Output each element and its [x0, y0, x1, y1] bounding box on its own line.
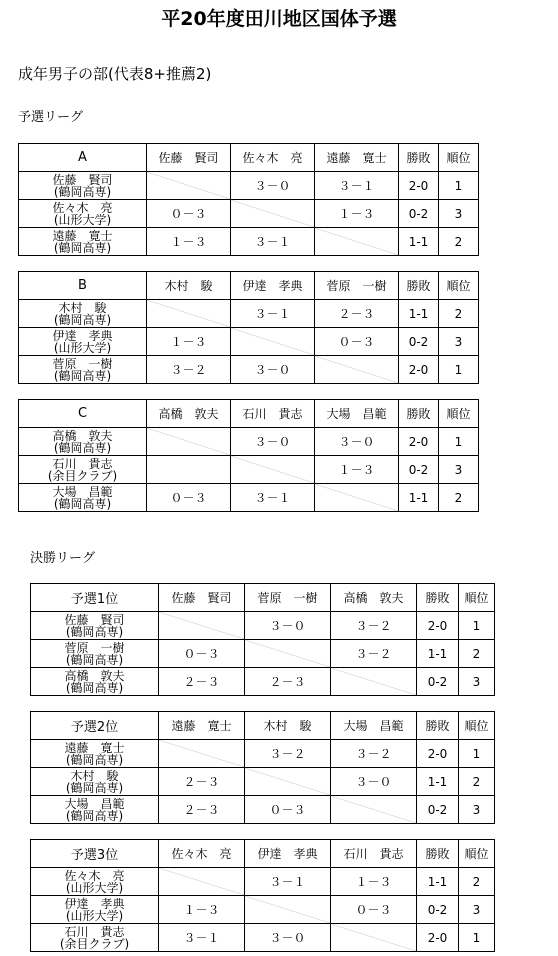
page-title: 平20年度田川地区国体予選: [161, 8, 397, 30]
table-row: [19, 456, 479, 484]
win-loss-record: 1-1: [399, 484, 439, 512]
column-player-name: 木村 駿: [147, 272, 231, 300]
rank-value: 1: [459, 612, 495, 640]
match-score: ３－１: [245, 868, 331, 896]
column-rank: 順位: [459, 712, 495, 740]
column-player-name: 石川 貴志: [231, 400, 315, 428]
diagonal-cell: [315, 484, 399, 512]
match-score: ３－１: [231, 228, 315, 256]
diagonal-cell: [231, 200, 315, 228]
diagonal-cell: [315, 356, 399, 384]
match-score: ３－０: [315, 428, 399, 456]
diagonal-cell: [245, 768, 331, 796]
player-affiliation: (鶴岡高専): [65, 624, 124, 639]
diagonal-cell: [231, 456, 315, 484]
player-name: 菅原 一樹: [52, 356, 113, 371]
player-cell: [31, 796, 159, 824]
player-name: 佐藤 賢司: [52, 172, 113, 187]
player-name: 伊達 孝典: [64, 896, 125, 911]
match-score: ３－１: [231, 300, 315, 328]
table-row: [31, 768, 495, 796]
player-affiliation: (余目クラブ): [47, 468, 118, 483]
player-cell: [19, 328, 147, 356]
table-row: [19, 328, 479, 356]
win-loss-record: 2-0: [417, 740, 459, 768]
player-cell: [31, 668, 159, 696]
prelim-heading: 予選リーグ: [18, 110, 84, 125]
player-affiliation: (山形大学): [65, 880, 124, 895]
match-score: ０－３: [315, 328, 399, 356]
diagonal-cell: [159, 740, 245, 768]
column-win-loss: 勝敗: [399, 144, 439, 172]
player-name: 大場 昌範: [52, 484, 113, 499]
player-affiliation: (鶴岡高専): [65, 652, 124, 667]
diagonal-cell: [245, 896, 331, 924]
column-player-name: 遠藤 寛士: [315, 144, 399, 172]
diagonal-cell: [231, 328, 315, 356]
match-score: ３－０: [245, 924, 331, 952]
rank-value: 1: [459, 924, 495, 952]
match-score: ３－０: [331, 768, 417, 796]
player-cell: [19, 200, 147, 228]
column-win-loss: 勝敗: [399, 272, 439, 300]
rank-value: 3: [459, 896, 495, 924]
column-player-name: 高橋 敦夫: [331, 584, 417, 612]
prelim-league-table-3: [18, 399, 479, 512]
column-player-name: 伊達 孝典: [245, 840, 331, 868]
match-score: ３－０: [231, 428, 315, 456]
player-cell: [19, 300, 147, 328]
table-row: [31, 868, 495, 896]
win-loss-record: 0-2: [399, 200, 439, 228]
match-score: ３－１: [159, 924, 245, 952]
column-player-name: 佐々木 亮: [231, 144, 315, 172]
player-name: 高橋 敦夫: [64, 668, 125, 683]
win-loss-record: 0-2: [417, 896, 459, 924]
match-score: ０－３: [147, 200, 231, 228]
win-loss-record: 1-1: [417, 768, 459, 796]
match-score: １－３: [147, 328, 231, 356]
rank-value: 2: [439, 484, 479, 512]
player-affiliation: (鶴岡高専): [53, 184, 112, 199]
column-player-name: 菅原 一樹: [245, 584, 331, 612]
player-affiliation: (鶴岡高専): [53, 496, 112, 511]
diagonal-cell: [159, 868, 245, 896]
player-name: 佐々木 亮: [52, 200, 113, 215]
diagonal-cell: [315, 228, 399, 256]
match-score: ２－３: [159, 668, 245, 696]
column-win-loss: 勝敗: [417, 584, 459, 612]
column-player-name: 木村 駿: [245, 712, 331, 740]
player-cell: [31, 768, 159, 796]
match-score: １－３: [331, 868, 417, 896]
division-title: 成年男子の部(代表8+推薦2): [18, 65, 212, 83]
player-name: 遠藤 寛士: [64, 740, 125, 755]
rank-value: 1: [439, 356, 479, 384]
win-loss-record: 2-0: [399, 428, 439, 456]
player-name: 木村 駿: [58, 300, 107, 315]
match-score: ３－２: [331, 640, 417, 668]
player-affiliation: (鶴岡高専): [65, 680, 124, 695]
diagonal-cell: [331, 668, 417, 696]
diagonal-cell: [147, 172, 231, 200]
player-cell: [19, 484, 147, 512]
table-row: [31, 740, 495, 768]
player-cell: [19, 356, 147, 384]
player-name: 石川 貴志: [64, 924, 125, 939]
win-loss-record: 1-1: [417, 868, 459, 896]
column-rank: 順位: [459, 584, 495, 612]
match-score: １－３: [159, 896, 245, 924]
group-label: 予選2位: [31, 712, 159, 740]
diagonal-cell: [159, 612, 245, 640]
column-player-name: 石川 貴志: [331, 840, 417, 868]
win-loss-record: 2-0: [399, 356, 439, 384]
player-cell: [19, 456, 147, 484]
table-row: [31, 896, 495, 924]
group-label: A: [19, 144, 147, 172]
player-cell: [19, 228, 147, 256]
match-score: ０－３: [147, 484, 231, 512]
group-label: B: [19, 272, 147, 300]
player-affiliation: (鶴岡高専): [53, 240, 112, 255]
match-score: １－３: [147, 228, 231, 256]
win-loss-record: 1-1: [399, 228, 439, 256]
match-score: ２－３: [159, 796, 245, 824]
rank-value: 1: [439, 172, 479, 200]
table-row: [19, 172, 479, 200]
player-name: 菅原 一樹: [64, 640, 125, 655]
prelim-league-table-1: [18, 143, 479, 256]
match-score: ３－０: [245, 612, 331, 640]
win-loss-record: 0-2: [399, 456, 439, 484]
match-score: ０－３: [245, 796, 331, 824]
column-player-name: 佐藤 賢司: [159, 584, 245, 612]
rank-value: 3: [439, 328, 479, 356]
player-affiliation: (鶴岡高専): [53, 368, 112, 383]
match-score: １－３: [315, 200, 399, 228]
column-player-name: 高橋 敦夫: [147, 400, 231, 428]
diagonal-cell: [245, 640, 331, 668]
rank-value: 2: [439, 300, 479, 328]
table-row: [19, 228, 479, 256]
diagonal-cell: [331, 796, 417, 824]
player-name: 伊達 孝典: [52, 328, 113, 343]
rank-value: 2: [439, 228, 479, 256]
player-cell: [31, 640, 159, 668]
win-loss-record: 1-1: [417, 640, 459, 668]
final-heading: 決勝リーグ: [30, 551, 96, 566]
player-affiliation: (山形大学): [53, 340, 112, 355]
final-league-table-2: [30, 711, 495, 824]
final-league-table-3: [30, 839, 495, 952]
player-cell: [31, 896, 159, 924]
win-loss-record: 2-0: [417, 924, 459, 952]
player-name: 石川 貴志: [52, 456, 113, 471]
match-score: ２－３: [245, 668, 331, 696]
match-score: ０－３: [331, 896, 417, 924]
column-player-name: 伊達 孝典: [231, 272, 315, 300]
table-row: [31, 612, 495, 640]
player-affiliation: (鶴岡高専): [65, 780, 124, 795]
win-loss-record: 1-1: [399, 300, 439, 328]
column-player-name: 大場 昌範: [331, 712, 417, 740]
column-rank: 順位: [439, 144, 479, 172]
rank-value: 3: [439, 200, 479, 228]
player-name: 佐々木 亮: [64, 868, 125, 883]
match-score: ２－３: [159, 768, 245, 796]
player-name: 大場 昌範: [64, 796, 125, 811]
rank-value: 2: [459, 640, 495, 668]
match-score: [147, 456, 231, 484]
rank-value: 1: [439, 428, 479, 456]
column-win-loss: 勝敗: [399, 400, 439, 428]
rank-value: 3: [439, 456, 479, 484]
player-name: 木村 駿: [70, 768, 119, 783]
player-affiliation: (鶴岡高専): [65, 752, 124, 767]
column-rank: 順位: [439, 272, 479, 300]
rank-value: 3: [459, 668, 495, 696]
group-label: 予選1位: [31, 584, 159, 612]
column-win-loss: 勝敗: [417, 840, 459, 868]
rank-value: 2: [459, 768, 495, 796]
group-label: C: [19, 400, 147, 428]
match-score: ２－３: [315, 300, 399, 328]
player-cell: [31, 740, 159, 768]
column-player-name: 大場 昌範: [315, 400, 399, 428]
diagonal-cell: [147, 300, 231, 328]
match-score: ３－１: [231, 484, 315, 512]
rank-value: 3: [459, 796, 495, 824]
table-row: [31, 924, 495, 952]
table-row: [19, 356, 479, 384]
player-cell: [19, 172, 147, 200]
group-label: 予選3位: [31, 840, 159, 868]
match-score: ３－２: [331, 740, 417, 768]
column-rank: 順位: [439, 400, 479, 428]
table-row: [31, 796, 495, 824]
player-affiliation: (余目クラブ): [59, 936, 130, 951]
column-player-name: 佐藤 賢司: [147, 144, 231, 172]
diagonal-cell: [331, 924, 417, 952]
win-loss-record: 0-2: [417, 796, 459, 824]
match-score: １－３: [315, 456, 399, 484]
win-loss-record: 0-2: [399, 328, 439, 356]
table-row: [19, 484, 479, 512]
player-cell: [19, 428, 147, 456]
player-affiliation: (鶴岡高専): [65, 808, 124, 823]
table-row: [31, 668, 495, 696]
column-win-loss: 勝敗: [417, 712, 459, 740]
player-affiliation: (鶴岡高専): [53, 440, 112, 455]
match-score: ３－０: [231, 172, 315, 200]
match-score: ３－１: [315, 172, 399, 200]
table-row: [31, 640, 495, 668]
column-player-name: 遠藤 寛士: [159, 712, 245, 740]
match-score: ３－２: [331, 612, 417, 640]
win-loss-record: 2-0: [417, 612, 459, 640]
player-cell: [31, 868, 159, 896]
table-row: [19, 428, 479, 456]
rank-value: 1: [459, 740, 495, 768]
diagonal-cell: [147, 428, 231, 456]
final-league-table-1: [30, 583, 495, 696]
table-row: [19, 300, 479, 328]
column-player-name: 菅原 一樹: [315, 272, 399, 300]
match-score: ３－２: [245, 740, 331, 768]
match-score: ３－０: [231, 356, 315, 384]
table-row: [19, 200, 479, 228]
player-affiliation: (山形大学): [65, 908, 124, 923]
player-affiliation: (鶴岡高専): [53, 312, 112, 327]
player-name: 遠藤 寛士: [52, 228, 113, 243]
rank-value: 2: [459, 868, 495, 896]
player-cell: [31, 612, 159, 640]
win-loss-record: 0-2: [417, 668, 459, 696]
match-score: ３－２: [147, 356, 231, 384]
player-cell: [31, 924, 159, 952]
prelim-league-table-2: [18, 271, 479, 384]
player-name: 高橋 敦夫: [52, 428, 113, 443]
win-loss-record: 2-0: [399, 172, 439, 200]
match-score: ０－３: [159, 640, 245, 668]
column-player-name: 佐々木 亮: [159, 840, 245, 868]
column-rank: 順位: [459, 840, 495, 868]
player-name: 佐藤 賢司: [64, 612, 125, 627]
player-affiliation: (山形大学): [53, 212, 112, 227]
